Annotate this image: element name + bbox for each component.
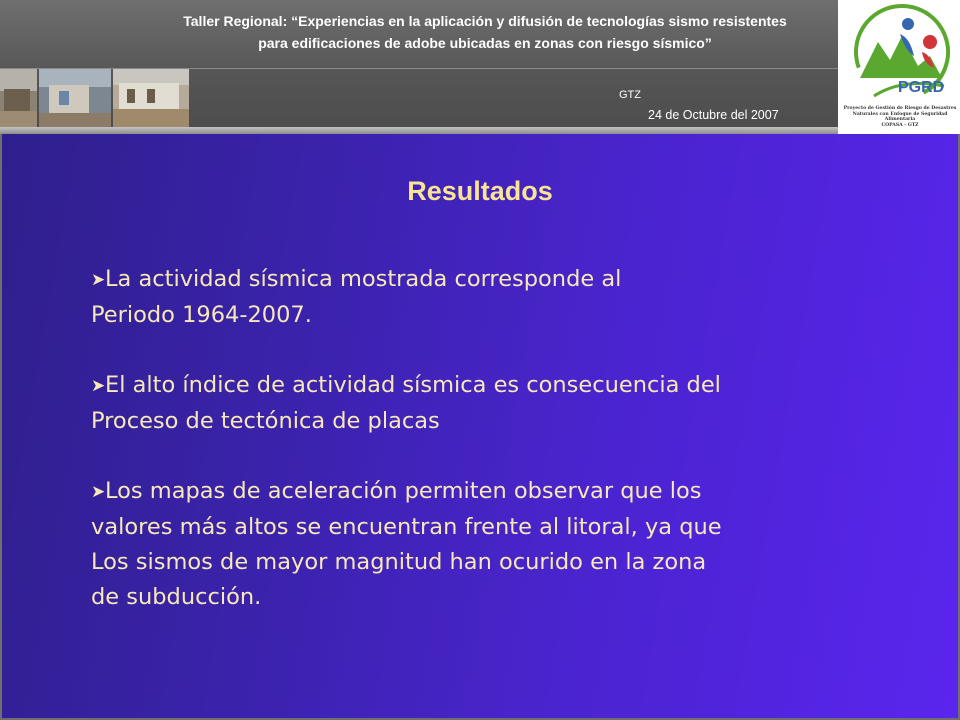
bullet-item-1 — [91, 262, 911, 333]
bullet-2-line-1: El alto índice de actividad sísmica es consecuencia del — [105, 372, 721, 398]
damaged-building-photo-1 — [0, 69, 37, 127]
organization-label: GTZ — [619, 89, 641, 101]
workshop-title-line-1: Taller Regional: “Experiencias en la aplicación y difusión de tecnologías sismo resistentes — [183, 13, 787, 29]
header-photos — [0, 69, 191, 127]
bullet-item-2 — [91, 368, 911, 439]
slide-heading: Resultados — [407, 176, 553, 206]
bullet-list — [91, 262, 911, 650]
pgrd-emblem-icon — [838, 0, 960, 104]
logo-caption-line-2: Naturales con Enfoque de Seguridad Alimentaria — [852, 111, 948, 123]
workshop-title — [130, 10, 840, 54]
logo-caption — [842, 106, 958, 128]
slide-header — [0, 0, 960, 134]
damaged-building-photo-3 — [113, 69, 189, 127]
workshop-title-line-2: para edificaciones de adobe ubicadas en zonas con riesgo sísmico” — [258, 35, 712, 51]
bullet-3-line-1: Los mapas de aceleración permiten observar que los — [105, 478, 702, 504]
header-bottom-strip — [0, 127, 838, 134]
bullet-1-line-1: La actividad sísmica mostrada corresponde al — [105, 266, 622, 292]
event-date: 24 de Octubre del 2007 — [648, 108, 779, 122]
slide-content — [0, 134, 960, 720]
bullet-1-line-2: Periodo 1964-2007. — [91, 302, 312, 328]
bullet-item-3 — [91, 474, 911, 615]
bullet-3-line-4: de subducción. — [91, 584, 262, 610]
arrow-bullet-icon: ➤ — [91, 482, 106, 502]
bullet-3-line-3: Los sismos de mayor magnitud han ocurido en la zona — [91, 549, 707, 575]
logo-text: PGRD — [898, 79, 945, 96]
bullet-2-line-2: Proceso de tectónica de placas — [91, 408, 440, 434]
damaged-building-photo-2 — [39, 69, 111, 127]
arrow-bullet-icon: ➤ — [91, 376, 106, 396]
arrow-bullet-icon: ➤ — [91, 270, 106, 290]
bullet-3-line-2: valores más altos se encuentran frente al litoral, ya que — [91, 514, 722, 540]
logo-caption-line-1: Proyecto de Gestión de Riesgo de Desastres — [843, 106, 957, 111]
logo-caption-line-3: COPASA - GTZ — [881, 122, 919, 128]
